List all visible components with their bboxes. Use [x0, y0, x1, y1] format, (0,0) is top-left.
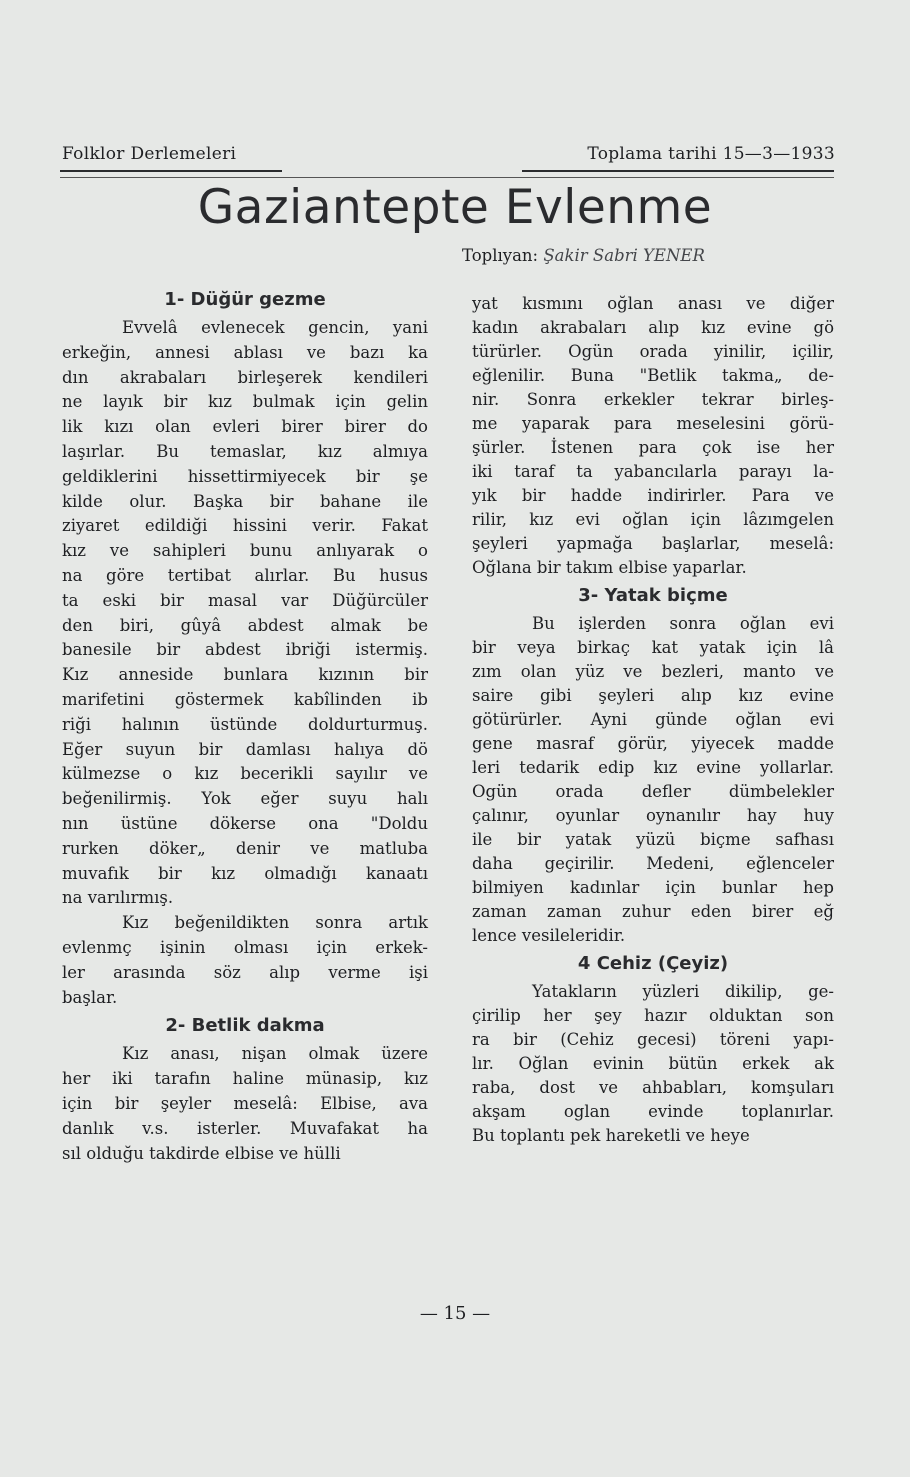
text-line: Bu işlerden sonra oğlan evi: [532, 614, 834, 633]
text-line: başlar.: [62, 987, 118, 1007]
text-line: yık bir hadde indirirler. Para ve: [472, 486, 834, 505]
text-line: nir. Sonra erkekler tekrar birleş-: [472, 390, 834, 409]
text-line: her iki tarafın haline münasip, kız: [62, 1069, 428, 1089]
text-line: şürler. İstenen para çok ise her: [472, 438, 834, 457]
text-line: saire gibi şeyleri alıp kız evine: [472, 686, 834, 705]
text-line: türürler. Ogün orada yinilir, içilir,: [472, 342, 834, 361]
text-line: kilde olur. Başka bir bahane ile: [62, 491, 428, 511]
text-line: den biri, gûyâ abdest almak be: [62, 615, 428, 635]
text-line: kız ve sahipleri bunu anlıyarak o: [62, 541, 428, 561]
text-line: leri tedarik edip kız evine yollarlar.: [472, 758, 834, 777]
text-line: eğlenilir. Buna "Betlik takma„ de-: [472, 366, 834, 385]
text-line: sıl olduğu takdirde elbise ve hülli: [62, 1143, 341, 1163]
collector-name: Şakir Sabri YENER: [543, 246, 705, 265]
text-line: için bir şeyler meselâ: Elbise, ava: [62, 1093, 428, 1113]
text-line: bilmiyen kadınlar için bunlar hep: [472, 878, 834, 897]
text-line: dın akrabaları birleşerek kendileri: [62, 367, 428, 387]
text-line: raba, dost ve ahbabları, komşuları: [472, 1078, 834, 1097]
section-heading: 2- Betlik dakma: [165, 1015, 325, 1037]
text-line: Evvelâ evlenecek gencin, yani: [122, 318, 428, 337]
page-number: — 15 —: [419, 1303, 491, 1324]
text-line: Kız anneside bunlara kızının bir: [62, 665, 428, 685]
paragraph: [62, 316, 428, 911]
text-line: ne layık bir kız bulmak için gelin: [62, 392, 428, 412]
collection-date: Toplama tarihi 15—3—1933: [587, 144, 835, 164]
text-line: ta eski bir masal var Düğürcüler: [62, 590, 428, 610]
text-line: nın üstüne dökerse ona "Doldu: [62, 813, 428, 833]
paragraph: [62, 911, 428, 1010]
text-line: çalınır, oyunlar oynanılır hay huy: [472, 806, 834, 825]
section-heading: 1- Düğür gezme: [164, 289, 326, 310]
paragraph: [472, 980, 834, 1148]
text-line: lır. Oğlan evinin bütün erkek ak: [472, 1054, 834, 1073]
collector-label: Toplıyan:: [462, 246, 539, 265]
collector-credit: [462, 246, 705, 265]
text-line: ile bir yatak yüzü biçme safhası: [472, 830, 834, 849]
text-line: laşırlar. Bu temaslar, kız almıya: [62, 441, 428, 461]
text-line: marifetini göstermek kabîlinden ib: [62, 689, 428, 709]
left-column: [62, 284, 428, 1166]
series-title: Folklor Derlemeleri: [62, 144, 237, 164]
text-line: külmezse o kız becerikli sayılır ve: [62, 764, 428, 784]
text-line: ziyaret edildiği hissini verir. Fakat: [62, 516, 428, 536]
text-line: erkeğin, annesi ablası ve bazı ka: [62, 342, 428, 362]
text-line: gene masraf görür, yiyecek madde: [472, 734, 834, 753]
text-line: na varılırmış.: [62, 888, 174, 908]
text-line: Oğlana bir takım elbise yaparlar.: [472, 558, 747, 577]
text-line: muvafık bir kız olmadığı kanaatı: [62, 863, 428, 883]
text-line: ler arasında söz alıp verme işi: [62, 962, 428, 982]
text-line: Yatakların yüzleri dikilip, ge-: [532, 982, 834, 1001]
text-line: Ogün orada defler dümbelekler: [472, 782, 834, 801]
text-line: lik kızı olan evleri birer birer do: [62, 417, 428, 437]
text-line: rilir, kız evi oğlan için lâzımgelen: [472, 510, 834, 529]
text-line: me yaparak para meselesini görü-: [472, 414, 834, 433]
text-line: Eğer suyun bir damlası halıya dö: [62, 739, 428, 759]
text-line: iki taraf ta yabancılarla parayı la-: [472, 462, 834, 481]
text-line: Bu toplantı pek hareketli ve heye: [472, 1126, 750, 1145]
date-underline: [522, 170, 834, 172]
text-line: riği halının üstünde doldurturmuş.: [62, 714, 428, 734]
text-line: banesile bir abdest ibriği istermiş.: [62, 640, 428, 660]
section-heading: 3- Yatak biçme: [578, 585, 728, 606]
text-line: bir veya birkaç kat yatak için lâ: [472, 638, 834, 657]
text-line: evlenmç işinin olması için erkek-: [62, 937, 428, 957]
text-line: çirilip her şey hazır olduktan son: [472, 1006, 834, 1025]
text-line: zım olan yüz ve bezleri, manto ve: [472, 662, 834, 681]
text-line: zaman zaman zuhur eden birer eğ: [472, 902, 834, 921]
text-line: na göre tertibat alırlar. Bu husus: [62, 565, 428, 585]
paragraph: [472, 612, 834, 948]
paragraph: [472, 292, 834, 580]
text-line: akşam oglan evinde toplanırlar.: [472, 1102, 834, 1121]
right-column: [472, 292, 834, 1148]
text-line: götürürler. Ayni günde oğlan evi: [472, 710, 834, 729]
header-rule: [60, 177, 834, 178]
text-line: rurken döker„ denir ve matluba: [62, 838, 428, 858]
series-underline: [60, 170, 282, 172]
text-line: Kız beğenildikten sonra artık: [122, 913, 428, 933]
text-line: şeyleri yapmağa başlarlar, meselâ:: [472, 534, 834, 553]
text-line: kadın akrabaları alıp kız evine gö: [472, 318, 834, 337]
text-line: beğenilirmiş. Yok eğer suyu halı: [62, 789, 428, 809]
text-line: yat kısmını oğlan anası ve diğer: [472, 294, 834, 313]
paragraph: [62, 1042, 428, 1166]
text-line: ra bir (Cehiz gecesi) töreni yapı-: [472, 1030, 834, 1049]
text-line: danlık v.s. isterler. Muvafakat ha: [62, 1118, 428, 1138]
article-title: Gaziantepte Evlenme: [197, 180, 713, 235]
text-line: daha geçirilir. Medeni, eğlenceler: [472, 854, 834, 873]
section-heading: 4 Cehiz (Çeyiz): [577, 953, 729, 974]
text-line: lence vesileleridir.: [472, 926, 626, 945]
text-line: Kız anası, nişan olmak üzere: [122, 1044, 428, 1064]
text-line: geldiklerini hissettirmiyecek bir şe: [62, 466, 428, 486]
